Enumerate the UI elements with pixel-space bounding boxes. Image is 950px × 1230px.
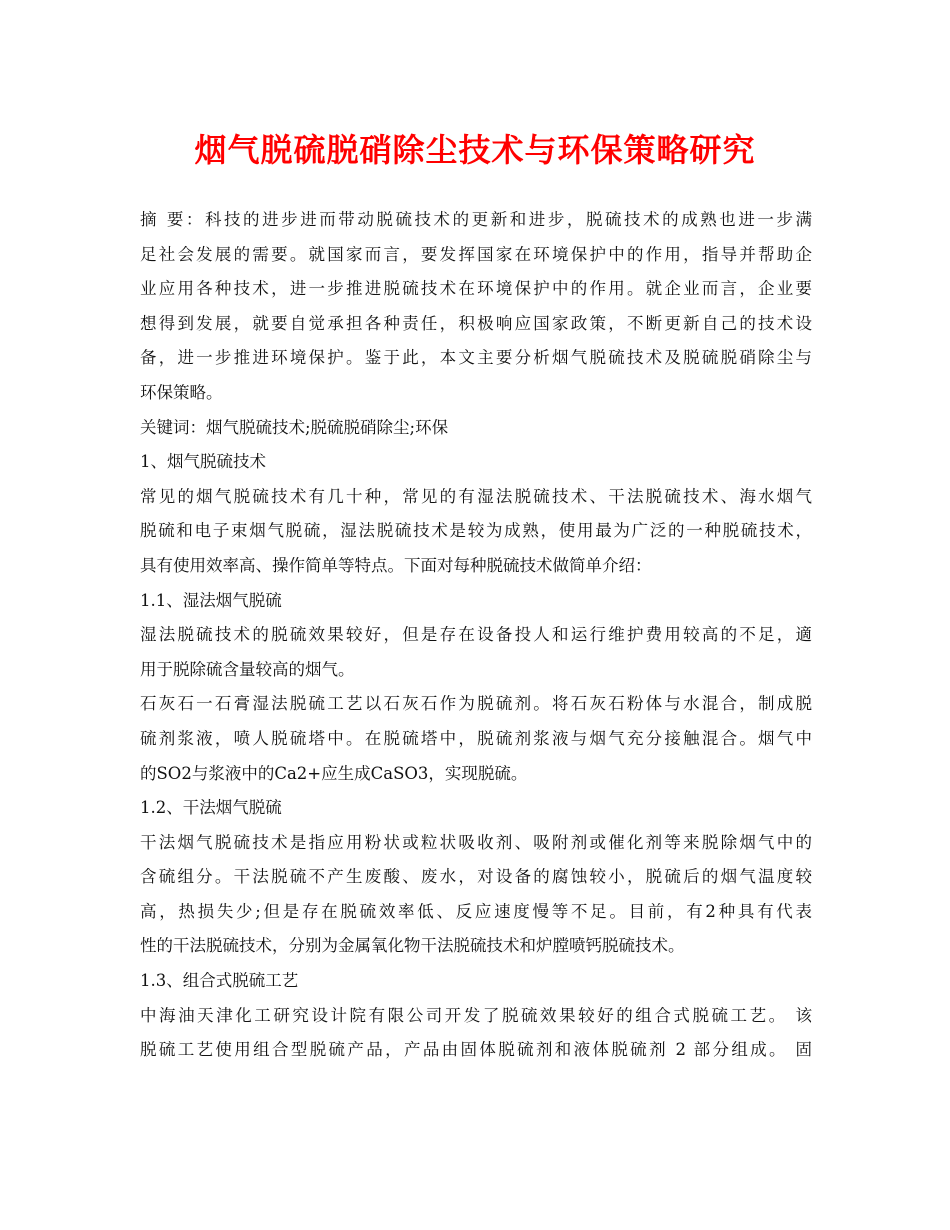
document-title: 烟气脱硫脱硝除尘技术与环保策略研究 (194, 131, 756, 169)
paragraph-line: 中海油天津化工研究设计院有限公司开发了脱硫效果较好的组合式脱硫工艺。 该 (140, 1005, 812, 1025)
paragraph-line: 石灰石一石膏湿法脱硫工艺以石灰石作为脱硫剂。将石灰石粉体与水混合，制成脱 (140, 694, 812, 714)
section-heading-1-3: 1.3、组合式脱硫工艺 (140, 971, 299, 991)
paragraph-line: 性的干法脱硫技术，分别为金属氧化物干法脱硫技术和炉膛喷钙脱硫技术。 (140, 936, 685, 956)
abstract-line-5: 备，进一步推进环境保护。鉴于此，本文主要分析烟气脱硫技术及脱硫脱硝除尘与 (140, 348, 812, 368)
section-heading-1-1: 1.1、湿法烟气脱硫 (140, 590, 282, 610)
section-heading-1-2: 1.2、干法烟气脱硫 (140, 798, 282, 818)
paragraph-line: 湿法脱硫技术的脱硫效果较好，但是存在设备投人和运行维护费用较高的不足，適 (140, 625, 812, 645)
keywords-line: 关键词：烟气脱硫技术;脱硫脱硝除尘;环保 (140, 417, 449, 437)
paragraph-line: 干法烟气脱硫技术是指应用粉状或粒状吸收剂、吸附剂或催化剂等来脱除烟气中的 (140, 832, 812, 852)
abstract-line-4: 想得到发展，就要自觉承担各种责任，积极响应国家政策，不断更新自己的技术设 (140, 313, 812, 333)
paragraph-line: 用于脱除硫含量较高的烟气。 (140, 659, 355, 679)
abstract-line-1: 摘 要：科技的进步进而带动脱硫技术的更新和进步，脱硫技术的成熟也进一步满 (140, 210, 812, 229)
abstract-line-6: 环保策略。 (140, 382, 223, 402)
paragraph-line: 脱硫和电子束烟气脱硫，湿法脱硫技术是较为成熟，使用最为广泛的一种脱硫技术， (140, 521, 812, 541)
paragraph-line: 硫剂浆液，喷人脱硫塔中。在脱硫塔中，脱硫剂浆液与烟气充分接触混合。烟气中 (140, 728, 812, 748)
document-body (140, 203, 812, 1068)
paragraph-line: 脱硫工艺使用组合型脱硫产品，产品由固体脱硫剂和液体脱硫剂 2 部分组成。 固 (140, 1040, 812, 1060)
abstract-line-3: 业应用各种技术，进一步推进脱硫技术在环境保护中的作用。就企业而言，企业要 (140, 279, 812, 299)
abstract-line-2: 足社会发展的需要。就国家而言，要发挥国家在环境保护中的作用，指导并帮助企 (140, 244, 812, 264)
paragraph-line: 常见的烟气脱硫技术有几十种，常见的有湿法脱硫技术、干法脱硫技术、海水烟气 (140, 486, 812, 506)
paragraph-line: 高，热损失少;但是存在脱硫效率低、反应速度慢等不足。目前，有2种具有代表 (140, 901, 812, 921)
paragraph-line: 具有使用效率高、操作简单等特点。下面对每种脱硫技术做简单介绍： (140, 555, 652, 575)
section-heading-1: 1、烟气脱硫技术 (140, 452, 266, 472)
paragraph-line: 的SO2与浆液中的Ca2+应生成CaSO3，实现脱硫。 (140, 763, 528, 783)
paragraph-line: 含硫组分。干法脱硫不产生废酸、废水，对设备的腐蚀较小，脱硫后的烟气温度较 (140, 867, 812, 887)
